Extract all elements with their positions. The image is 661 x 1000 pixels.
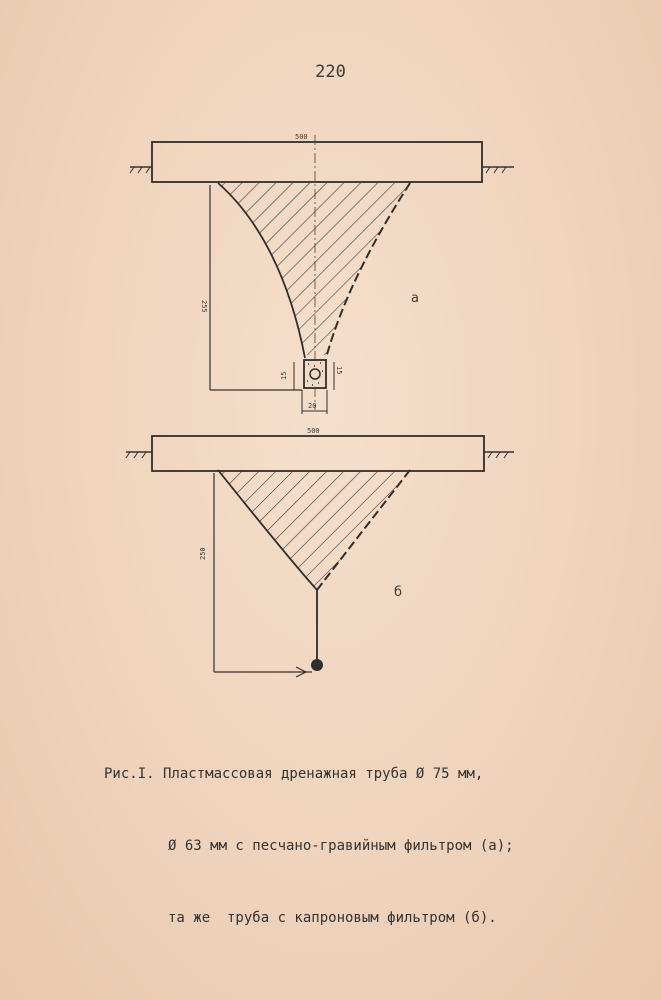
- filter-height-left-dim: 15: [280, 371, 288, 380]
- figure-caption: [104, 714, 624, 954]
- hatched-zone-b: [210, 468, 420, 598]
- slab-a: [152, 142, 482, 182]
- depth-dim-a: 255: [200, 300, 208, 313]
- caption-line-2: Ø 63 мм с песчано-гравийным фильтром (а);: [168, 838, 514, 854]
- figure-a-label: а: [411, 291, 419, 306]
- figure-b: [126, 427, 514, 677]
- caption-line-1: Рис.I. Пластмассовая дренажная труба Ø 75 мм,: [104, 766, 484, 782]
- caption-line-3: та же труба с капроновым фильтром (б).: [168, 910, 497, 926]
- filter-width-dim: 20: [308, 402, 317, 410]
- ground-hatch-b: [126, 452, 508, 458]
- top-width-dim-b: 500: [307, 427, 320, 435]
- depth-dim-b: 250: [199, 547, 207, 560]
- top-width-dim-a: 500: [295, 133, 308, 141]
- filter-box-a: [304, 360, 326, 388]
- ground-hatch-a: [130, 167, 506, 173]
- page-number: 220: [315, 62, 346, 82]
- figure-a: [130, 133, 514, 414]
- figure-b-label: б: [394, 585, 403, 600]
- filter-height-right-dim: 15: [335, 366, 343, 375]
- pipe-b: [311, 659, 323, 671]
- slab-b: [152, 436, 484, 471]
